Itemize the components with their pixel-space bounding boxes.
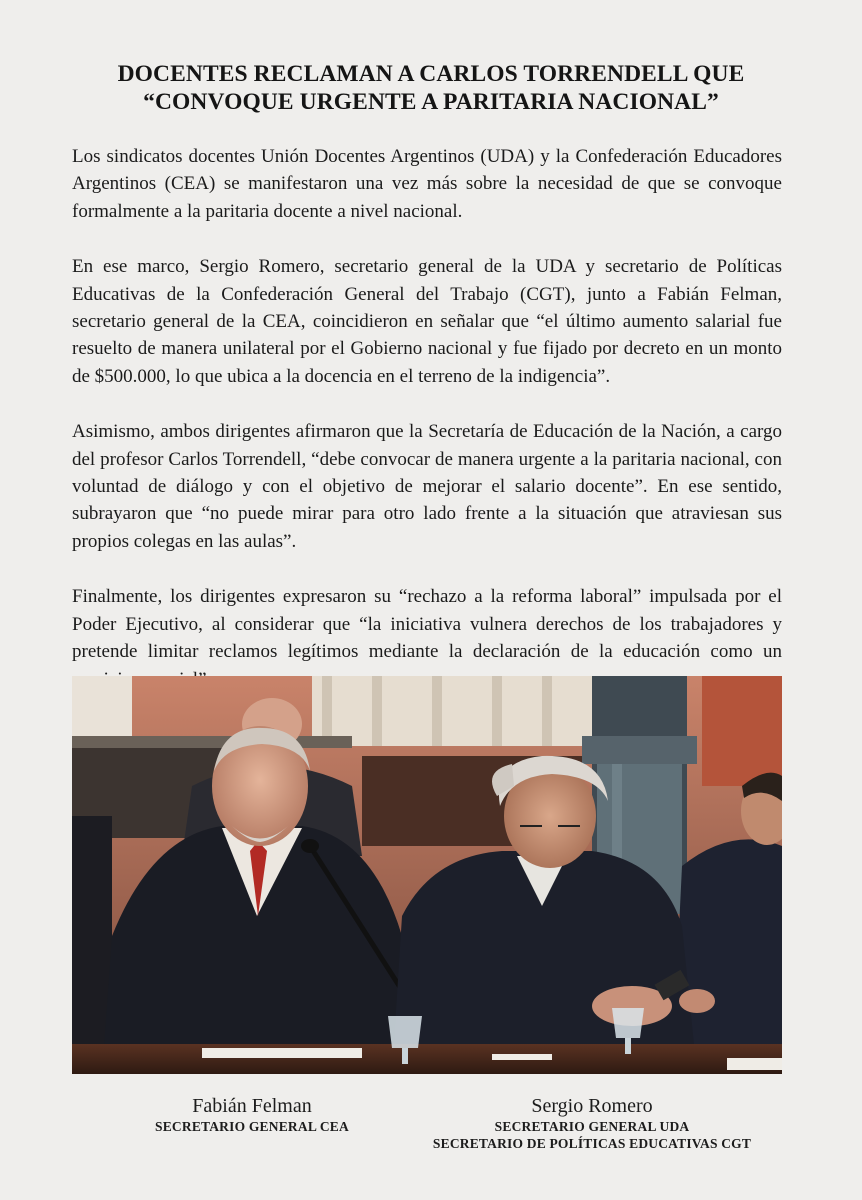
caption-name: Sergio Romero (531, 1095, 653, 1117)
headline (60, 60, 802, 116)
caption-romero (412, 1094, 772, 1152)
paragraph-1: Los sindicatos docentes Unión Docentes Argentinos (UDA) y la Confederación Educadores Argentinos (CEA) se manifestaron una vez más sobre la necesidad de que se convoque formalmente a la paritaria docente a nivel nacional. (72, 146, 782, 222)
caption-felman (122, 1094, 382, 1135)
meeting-photo-illustration (72, 676, 782, 1074)
caption-role: SECRETARIO DE POLÍTICAS EDUCATIVAS CGT (432, 1136, 752, 1151)
headline-line-1: DOCENTES RECLAMAN A CARLOS TORRENDELL QUE (117, 61, 745, 87)
meeting-photo (72, 676, 782, 1074)
headline-line-2: “CONVOQUE URGENTE A PARITARIA NACIONAL” (143, 89, 719, 115)
article-body (72, 143, 782, 721)
caption-role: SECRETARIO GENERAL UDA (494, 1119, 690, 1134)
paragraph-3: Asimismo, ambos dirigentes afirmaron que la Secretaría de Educación de la Nación, a cargo del profesor Carlos Torrendell, “debe convocar de manera urgente a la paritaria nacional, con voluntad de diálogo y con el objetivo de mejorar el salario docente”. En ese sentido, subrayaron que “no puede mirar para otro lado frente a la situación que atraviesan sus propios colegas en las aulas”. (72, 421, 782, 552)
paragraph-2: En ese marco, Sergio Romero, secretario general de la UDA y secretario de Políticas Educativas de la Confederación General del Trabajo (CGT), junto a Fabián Felman, secretario general de la CEA, coincidieron en señalar que “el último aumento salarial fue resuelto de manera unilateral por el Gobierno nacional y fue fijado por decreto en un monto de $500.000, lo que ubica a la docencia en el terreno de la indigencia”. (72, 256, 782, 387)
paragraph-4: Finalmente, los dirigentes expresaron su “rechazo a la reforma laboral” impulsada por el Poder Ejecutivo, al considerar que “la iniciativa vulnera derechos de los trabajadores y pretende limitar reclamos legítimos mediante la declaración de la educación como un (72, 586, 782, 663)
caption-name: Fabián Felman (192, 1095, 312, 1117)
caption-role: SECRETARIO GENERAL CEA (155, 1119, 349, 1134)
